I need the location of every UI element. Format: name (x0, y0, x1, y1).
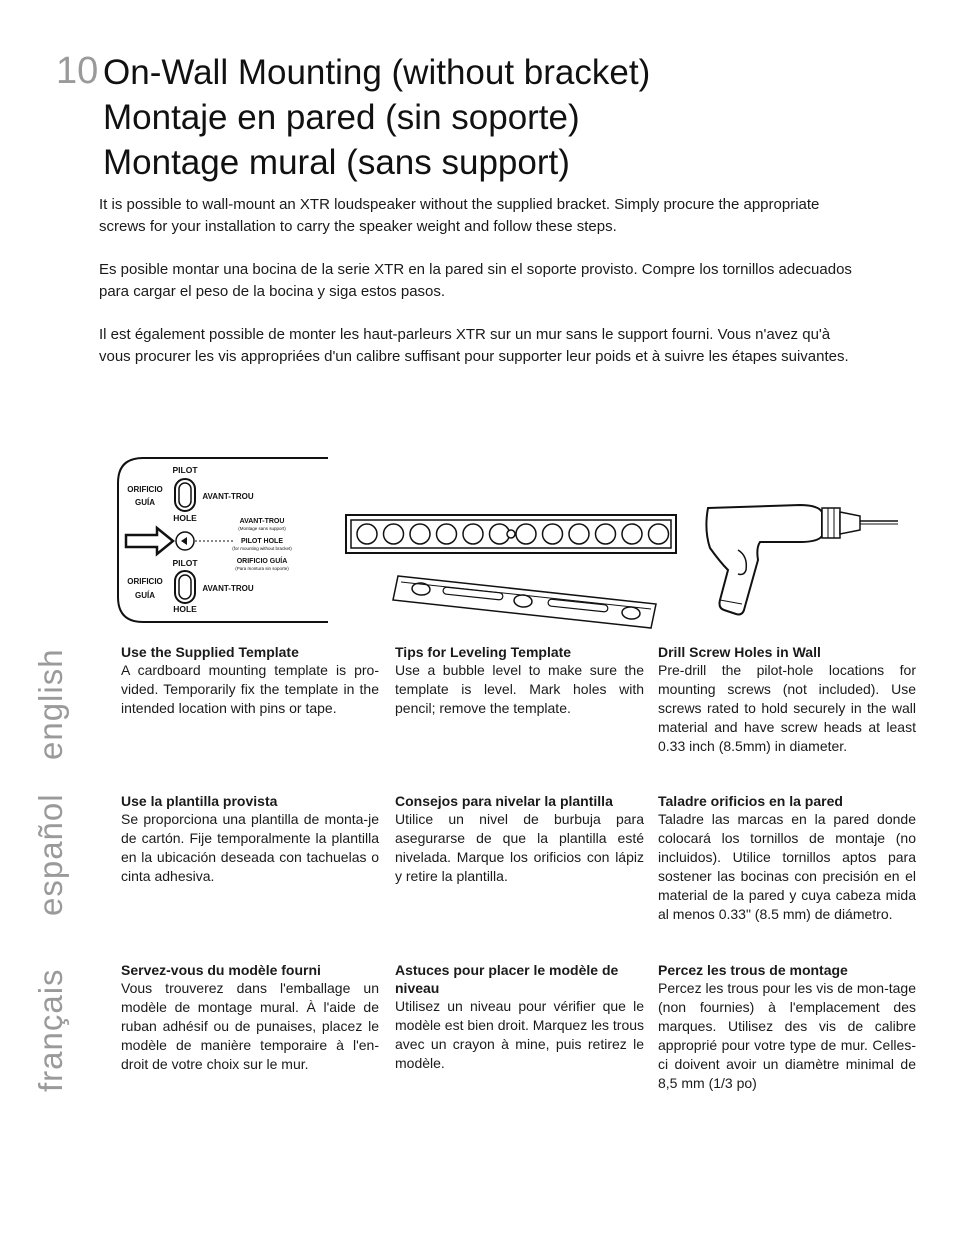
step-body: Taladre las marcas en la pared donde colocará los tornillos de montaje (no incluidos). Utilice tornillos aptos para sostener las bocinas con precisión en el material de la pared y cuya cabeza mida al menos 0.33" (8.5 mm) de diámetro. (658, 811, 916, 922)
intro-english: It is possible to wall-mount an XTR loudspeaker without the supplied bracket. Simply procure the appropriate screws for your installation to carry the speaker weight and follow these steps. (99, 196, 820, 235)
step-body: Utilice un nivel de burbuja para asegurarse de que la plantilla esté nivelada. Marque los orificios con lápiz y retire la plantilla. (395, 811, 644, 884)
step-body: Vous trouverez dans l'emballage un modèle de montage mural. À l'aide de ruban adhésif ou de punaises, placez le modèle de manière temporaire à l'en-droit de votre choix sur le mur. (121, 980, 379, 1072)
step-body: Pre-drill the pilot-hole locations for mounting screws (not included). Use screws rated to hold securely in the wall material and have screw heads at least 0.33 inch (8.5mm) in diameter. (658, 662, 916, 754)
step-body: A cardboard mounting template is pro-vided. Temporarily fix the template in the intended location with pins or tape. (121, 662, 379, 716)
orificio-label-top: ORIFICIO (127, 485, 163, 494)
step-title: Taladre orificios en la pared (658, 793, 843, 809)
orificio-label-bottom: ORIFICIO (127, 577, 163, 586)
hole-label-bottom: HOLE (173, 604, 197, 614)
speaker-driver-icon (384, 524, 404, 544)
speaker-driver-icon (410, 524, 430, 544)
step-body: Use a bubble level to make sure the template is level. Mark holes with pencil; remove the template. (395, 662, 644, 716)
label-english: english (32, 648, 69, 760)
title-spanish: Montaje en pared (sin soporte) (103, 98, 580, 137)
pilot-label-bottom: PILOT (172, 558, 198, 568)
speaker-driver-icon (569, 524, 589, 544)
intro-french: Il est également possible de monter les haut-parleurs XTR sur un mur sans le support fourni. Vous n'avez qu'à vous procurer les vis appropriées d'un calibre suffisant pour supporter leur poids et à suivre les étapes suivantes. (99, 326, 849, 365)
pilot-hole-small-label: PILOT HOLE (241, 538, 283, 545)
drill-illustration (700, 500, 905, 618)
step-title: Drill Screw Holes in Wall (658, 644, 821, 660)
step-french-leveling (395, 961, 644, 1073)
speaker-driver-icon (622, 524, 642, 544)
speaker-driver-icon (463, 524, 483, 544)
avant-trou-small-sub: (Montage sans support) (238, 526, 286, 531)
label-francais: français (32, 968, 69, 1092)
step-title: Percez les trous de montage (658, 962, 848, 978)
guia-label-top: GUÍA (135, 498, 155, 507)
speaker-driver-icon (649, 524, 669, 544)
step-body: Se proporciona una plantilla de monta-je de cartón. Fije temporalmente la plantilla en la ubicación deseada con tachuelas o cinta adhesiva. (121, 811, 379, 884)
avant-trou-label-top: AVANT-TROU (202, 492, 254, 501)
language-labels (32, 640, 92, 1100)
speaker-driver-icon (543, 524, 563, 544)
step-title: Use the Supplied Template (121, 644, 299, 660)
step-spanish-leveling (395, 792, 644, 886)
step-spanish-template (121, 792, 379, 886)
step-french-drill (658, 961, 916, 1093)
orificio-guia-small-label: ORIFICIO GUÍA (236, 558, 288, 565)
pilot-label-top: PILOT (172, 465, 198, 475)
title-english: On-Wall Mounting (without bracket) (103, 53, 651, 92)
step-english-template (121, 643, 379, 718)
intro-text (99, 194, 859, 389)
step-title: Consejos para nivelar la plantilla (395, 793, 613, 809)
page-number: 10 (56, 50, 99, 92)
step-french-template (121, 961, 379, 1074)
step-body: Percez les trous pour les vis de mon-tage (non fournies) à l'emplacement des marques. Utilisez des vis de calibre approprié pour votre type de mur. Celles-ci doivent avoir un diamètre minimal de 8,5 mm (1/3 po) (658, 980, 916, 1091)
tweeter-icon (507, 530, 515, 538)
step-title: Servez-vous du modèle fourni (121, 962, 321, 978)
avant-trou-small-label: AVANT-TROU (239, 518, 285, 525)
label-espanol: español (32, 793, 69, 916)
speaker-driver-icon (596, 524, 616, 544)
hole-label-top: HOLE (173, 513, 197, 523)
step-english-leveling (395, 643, 644, 718)
avant-trou-label-bottom: AVANT-TROU (202, 584, 254, 593)
step-title: Astuces pour placer le modèle de niveau (395, 962, 619, 996)
speaker-and-level-illustration (343, 512, 683, 632)
template-diagram (115, 455, 330, 625)
speaker-driver-icon (516, 524, 536, 544)
step-title: Use la plantilla provista (121, 793, 278, 809)
step-english-drill (658, 643, 916, 756)
pilot-hole-small-sub: (for mounting without bracket) (232, 546, 292, 551)
step-spanish-drill (658, 792, 916, 924)
page-titles (103, 50, 650, 185)
speaker-driver-icon (437, 524, 457, 544)
intro-spanish: Es posible montar una bocina de la serie XTR en la pared sin el soporte provisto. Compre los tornillos adecuados para cargar el peso de la bocina y siga estos pasos. (99, 261, 852, 300)
title-french: Montage mural (sans support) (103, 143, 570, 182)
guia-label-bottom: GUÍA (135, 591, 155, 600)
speaker-driver-icon (357, 524, 377, 544)
step-title: Tips for Leveling Template (395, 644, 572, 660)
step-body: Utilisez un niveau pour vérifier que le modèle est bien droit. Marquez les trous avec un crayon à mine, puis retirez le modèle. (395, 998, 645, 1071)
orificio-guia-small-sub: (Para montura sin soporte) (235, 566, 289, 571)
